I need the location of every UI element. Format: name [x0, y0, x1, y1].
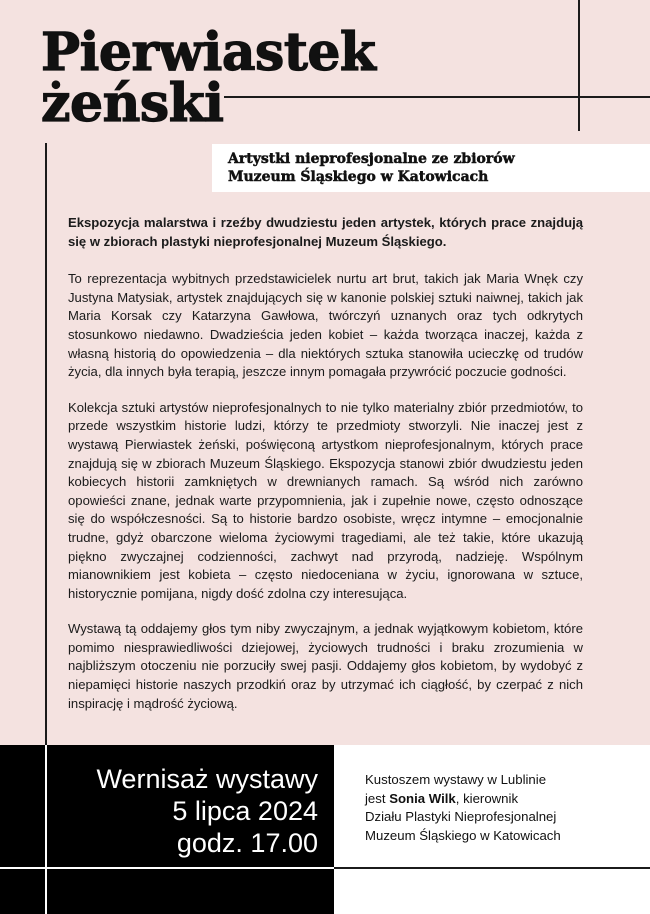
title-line-1: Pierwiastek — [41, 22, 376, 83]
title-line-2: żeński — [41, 72, 224, 134]
lead-paragraph: Ekspozycja malarstwa i rzeźby dwudziestu jeden artystek, których prace znajdują się w zbiorach plastyki nieprofesjonalnej Muzeum Śląskiego. — [68, 215, 583, 249]
left-vertical-rule — [45, 143, 47, 745]
bottom-horizontal-rule-footer — [0, 867, 334, 869]
body-copy — [68, 214, 583, 713]
curator-line-1: Kustoszem wystawy w Lublinie — [365, 772, 547, 787]
paragraph-3: Wystawą tą oddajemy głos tym niby zwyczajnym, a jednak wyjątkowym kobietom, które pomimo niesprawiedliwości dziejowej, życiowych trudności i braku zrozumienia w najbliższym otoczeniu nie porzuciły swej pasji. Oddajemy głos kobietom, by wydobyć z niepamięci historie naszych przodkiń oraz by utrzymać ich ciągłość, by czerpać z nich inspirację i mądrość życiową. — [68, 621, 583, 711]
curator-name: Sonia Wilk — [389, 790, 456, 806]
page-title — [41, 22, 561, 134]
curator-line-2-suffix: , kierownik — [455, 790, 519, 806]
curator-line-2-prefix: jest — [365, 790, 390, 806]
paragraph-1: To reprezentacja wybitnych przedstawicielek nurtu art brut, takich jak Maria Wnęk czy Justyna Matysiak, artystek znajdujących się w kanonie polskiej sztuki naiwnej, takich jak Maria Korsak czy Katarzyna Gawłowa, twórczyń uznanych oraz tych odkrytych stosunkowo niedawno. Dwadzieścia jeden kobiet – każda tworząca inaczej, każda z własną historią do opowiedzenia – dla niektórych sztuka stanowiła ucieczkę od trudów życia, dla innych była terapią, jeszcze innym pomagała przywrócić poczucie godności. — [68, 271, 583, 380]
curator-line-2 — [365, 790, 635, 809]
subtitle-line-1: Artystki nieprofesjonalne ze zbiorów — [228, 151, 515, 167]
vernissage-time: godz. 17.00 — [176, 828, 318, 858]
vernissage-date: 5 lipca 2024 — [172, 796, 318, 826]
curator-info — [365, 771, 635, 845]
curator-line-3: Działu Plastyki Nieprofesjonalnej — [365, 809, 557, 824]
vernissage-label: Wernisaż wystawy — [96, 764, 318, 794]
subtitle — [228, 151, 650, 187]
top-vertical-rule — [578, 0, 580, 131]
subtitle-line-2: Muzeum Śląskiego w Katowicach — [228, 168, 489, 185]
vernissage-info — [60, 763, 318, 859]
paragraph-2: Kolekcja sztuki artystów nieprofesjonalnych to nie tylko materialny zbiór przedmiotów, to przede wszystkim historie ludzi, którzy te przedmioty stworzyli. Nie inaczej jest z wystawą Pierwiastek żeński, poświęconą artystkom nieprofesjonalnym, których prace znajdują się w zbiorach Muzeum Śląskiego. Ekspozycja stanowi zbiór dwudziestu jeden kobiecych historii zamkniętych w drewnianych ramach. Są wśród nich zarówno opowieści znane, jednak warte przypomnienia, jak i zupełnie nowe, często odnoszące się do współczesności. Są to historie bardzo osobiste, wręcz intymne – emocjonalnie trudne, gdyż obarczone wieloma życiowymi tragediami, ale też takie, które ukazują piękno zwyczajnej codzienności, zachwyt nad przyrodą, nadzieję. Wspólnym mianownikiem jest kobieta – często niedoceniana w życiu, ignorowana w sztuce, historycznie pomijana, nigdy dość zdolna czy interesująca. — [68, 399, 583, 601]
curator-line-4: Muzeum Śląskiego w Katowicach — [365, 827, 561, 843]
left-vertical-rule-footer-overlay — [45, 745, 47, 914]
subtitle-box — [212, 144, 650, 192]
